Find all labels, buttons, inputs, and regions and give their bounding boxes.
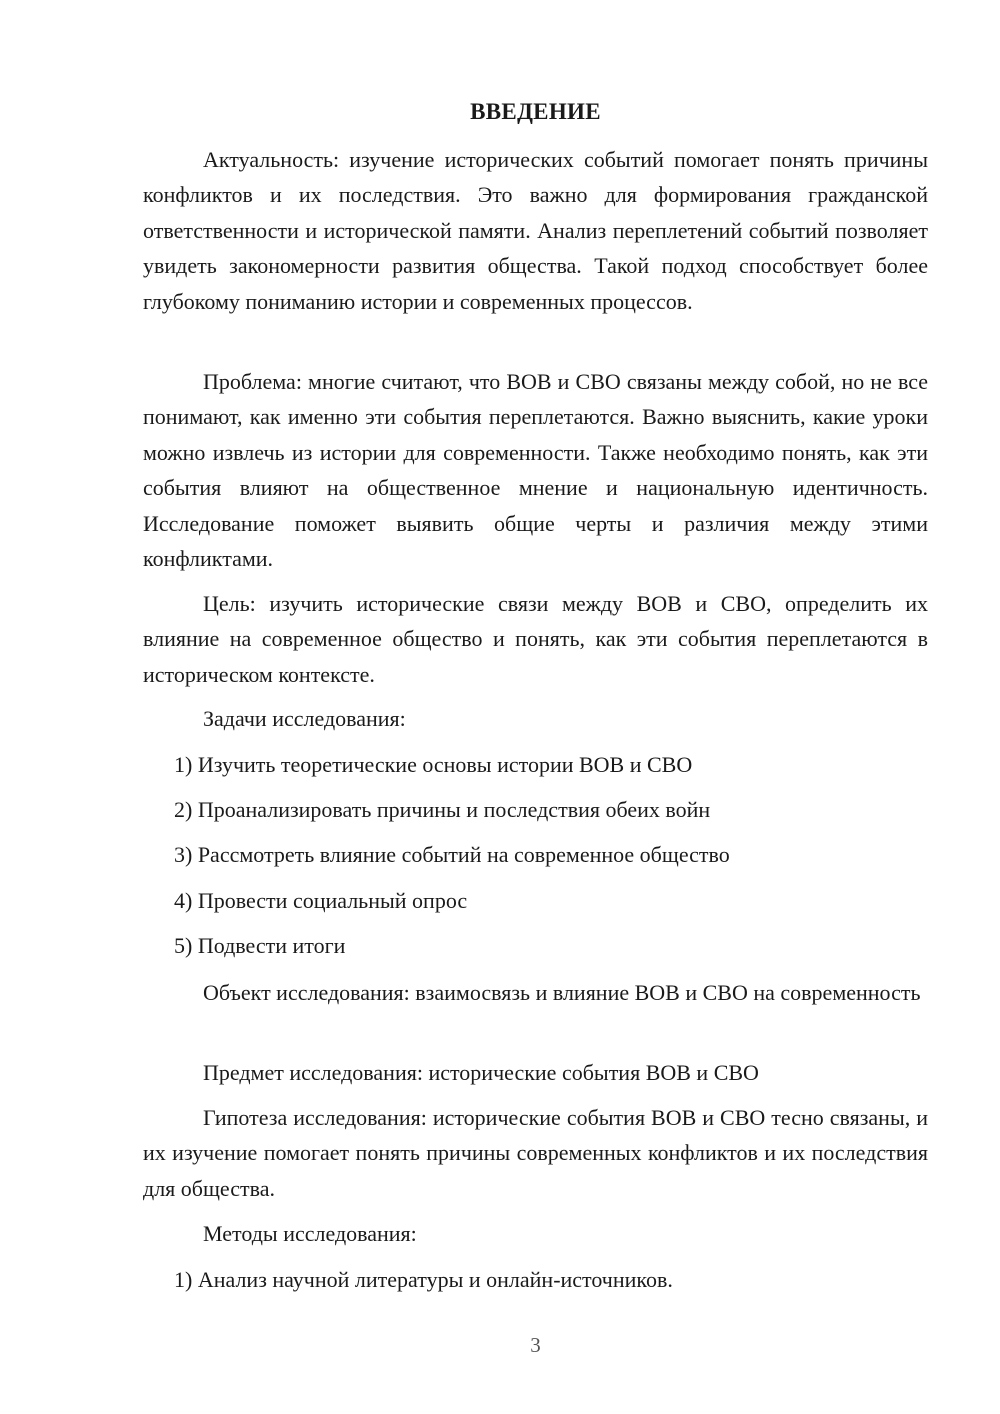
object-paragraph: Объект исследования: взаимосвязь и влияние ВОВ и СВО на современность — [203, 980, 921, 1005]
method-item-1: 1) Анализ научной литературы и онлайн-источников. — [174, 1267, 673, 1292]
goal-paragraph: Цель: изучить исторические связи между ВОВ и СВО, определить их влияние на современное общество и понять, как эти события переплетаются в историческом контексте. — [143, 591, 928, 687]
problem-paragraph: Проблема: многие считают, что ВОВ и СВО связаны между собой, но не все понимают, как именно эти события переплетаются. Важно выяснить, какие уроки можно извлечь из истории для современности. Также необходимо понять, как эти события влияют на общественное мнение и национальную идентичность. Исследование поможет выявить общие черты и различия между этими конфликтами. — [143, 369, 928, 572]
relevance-paragraph: Актуальность: изучение исторических событий помогает понять причины конфликтов и их последствия. Это важно для формирования гражданской ответственности и исторической памяти. Анализ переплетений событий позволяет увидеть закономерности развития общества. Такой подход способствует более глубокому пониманию истории и современных процессов. — [143, 147, 928, 314]
tasks-heading: Задачи исследования: — [203, 706, 406, 731]
task-item-5: 5) Подвести итоги — [174, 933, 346, 958]
task-item-1: 1) Изучить теоретические основы истории ВОВ и СВО — [174, 752, 693, 777]
task-item-2: 2) Проанализировать причины и последствия обеих войн — [174, 797, 711, 822]
task-item-3: 3) Рассмотреть влияние событий на современное общество — [174, 842, 730, 867]
page-title: ВВЕДЕНИЕ — [470, 99, 601, 124]
page-number: 3 — [530, 1333, 541, 1357]
task-item-4: 4) Провести социальный опрос — [174, 888, 468, 913]
document-page — [143, 0, 928, 1414]
subject-paragraph: Предмет исследования: исторические события ВОВ и СВО — [203, 1060, 759, 1085]
hypothesis-paragraph: Гипотеза исследования: исторические события ВОВ и СВО тесно связаны, и их изучение помогает понять причины современных конфликтов и их последствия для общества. — [143, 1105, 928, 1201]
methods-heading: Методы исследования: — [203, 1221, 417, 1246]
